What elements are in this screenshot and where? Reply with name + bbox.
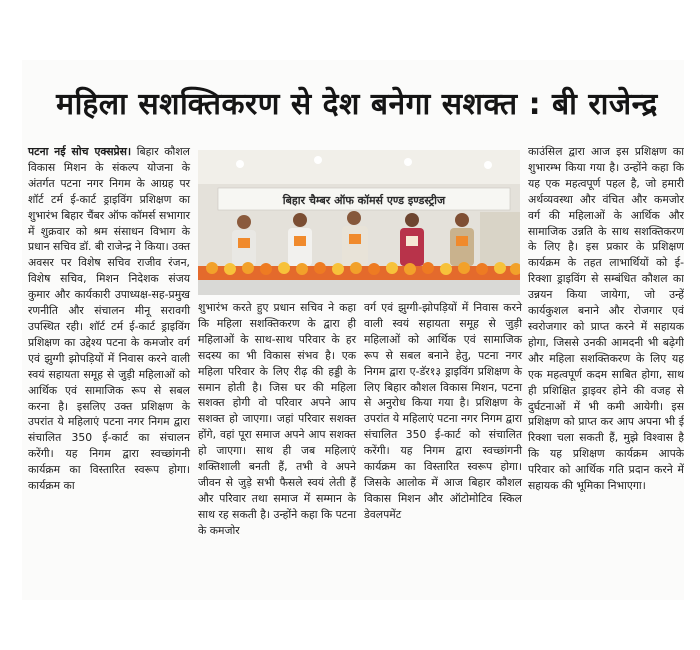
column-2-text: शुभारंभ करते हुए प्रधान सचिव ने कहा कि महिला सशक्तिकरण के द्वारा ही महिलाओं के साथ-साथ परिवार के हर सदस्य का भी विकास संभव है। एक महिला परिवार के लिए रीढ़ की हड्डी के समान होती है। जिस घर की महिला सशक्त होगी वो परिवार अपने आप सशक्त हो जाएगा। जहां परिवार सशक्त होंगे, वहां पूरा समाज अपने आप सशक्त हो जाएगा। साथ ही जब महिलाएं शक्तिशाली बनती हैं, तभी वे अपने जीवन से जुड़े सभी फैसले स्वयं लेती हैं और परिवार तथा समाज में सम्मान के साथ रह सकती है। उन्होंने कहा कि पटना के कमजोर [198,301,356,537]
column-1-text: बिहार कौशल विकास मिशन के संकल्प योजना के अंतर्गत पटना नगर निगम के आग्रह पर शॉर्ट टर्म ई-कार्ट ड्राइविंग प्रशिक्षण का शुभारंभ बिहार चैंबर ऑफ कॉमर्स सभागार में शुक्रवार को श्रम संसाधन विभाग के प्रधान सचिव डॉ. बी राजेन्द्र ने किया। उक्त अवसर पर विशेष सचिव राजीव रंजन, विशेष सचिव, मिशन निदेशक संजय कुमार और कार्यकारी उपाध्यक्ष-सह-प्रमुख रणनीति और संचालन मीनू सरावगी उपस्थित रही। शॉर्ट टर्म ई-कार्ट ड्राइविंग प्रशिक्षण का उद्देश्य पटना के कमजोर वर्ग एवं झुग्गी झोपड़ियों में निवास करने वाली स्वयं सहायता समूह से जुड़ी महिलाओं को आर्थिक एवं सामाजिक रूप से सबल करना है। इसलिए उक्त प्रशिक्षण के उपरांत ये महिलाएं पटना नगर निगम द्वारा संचालित 350 ई-कार्ट का संचालन करेंगी। यह निगम द्वारा स्वच्छांगनी कार्यक्रम का विस्तारित स्वरूप होगा। कार्यक्रम का [28,145,190,493]
dateline: पटना नई सोच एक्सप्रेस। [28,145,132,158]
event-photo [198,150,520,295]
event-photo-graphic [198,150,520,295]
article-column-3 [364,300,522,523]
banner-text: बिहार चैम्बर ऑफ कॉमर्स एण्ड इण्डस्ट्रीज [282,194,446,207]
article-column-1 [28,144,190,494]
column-4-text: काउंसिल द्वारा आज इस प्रशिक्षण का शुभारम्भ किया गया है। उन्होंने कहा कि यह एक महत्वपूर्ण पहल है, जो हमारी अर्थव्यवस्था और वंचित और कमजोर वर्ग की महिलाओं के आर्थिक और सामाजिक उन्नति के साथ सशक्तिकरण के लिए है। इस प्रकार के प्रशिक्षण कार्यक्रम के तहत लाभार्थियों को ई- रिक्शा ड्राइविंग से सम्बंधित कौशल का उन्नयन किया जायेगा, जो उन्हें कार्यकुशल बनाने और रोजगार एवं स्वरोजगार को प्राप्त करने में सहायक होगा, जिससे उनकी आमदनी भी बढ़ेगी और महिला सशक्तिकरण के लिए यह एक महत्वपूर्ण कदम साबित होगा, साथ ही प्रशिक्षित ड्राइवर होने की वजह से दुर्घटनाओं में भी कमी आयेगी। इस प्रशिक्षण को प्राप्त कर आप अपना भी ई रिक्शा चला सकती हैं, मुझे विश्वास है कि यह प्रशिक्षण कार्यक्रम आपके परिवार को आर्थिक गति प्रदान करने में सहायक की भूमिका निभाएगा। [528,145,684,493]
article-column-2 [198,300,356,539]
column-3-text: वर्ग एवं झुग्गी-झोपड़ियों में निवास करने वाली स्वयं सहायता समूह से जुड़ी महिलाओं को आर्थिक एवं सामाजिक रूप से सबल बनाने हेतु, पटना नगर निगम द्वारा ए-डॅर१३ ड्राइविंग प्रशिक्षण के लिए बिहार कौशल विकास मिशन, पटना से अनुरोध किया गया है। प्रशिक्षण के उपरांत ये महिलाएं पटना नगर निगम द्वारा संचालित 350 ई-कार्ट को संचालित करेंगी। यह निगम द्वारा स्वच्छांगनी कार्यक्रम का विस्तारित स्वरूप होगा। जिसके आलोक में आज बिहार कौशल विकास मिशन और ऑटोमोटिव स्किल डेवलपमेंट [364,301,522,521]
newspaper-clipping [22,60,684,600]
article-column-4 [528,144,684,494]
headline: महिला सशक्तिकरण से देश बनेगा सशक्त : बी राजेन्द्र [56,87,658,122]
